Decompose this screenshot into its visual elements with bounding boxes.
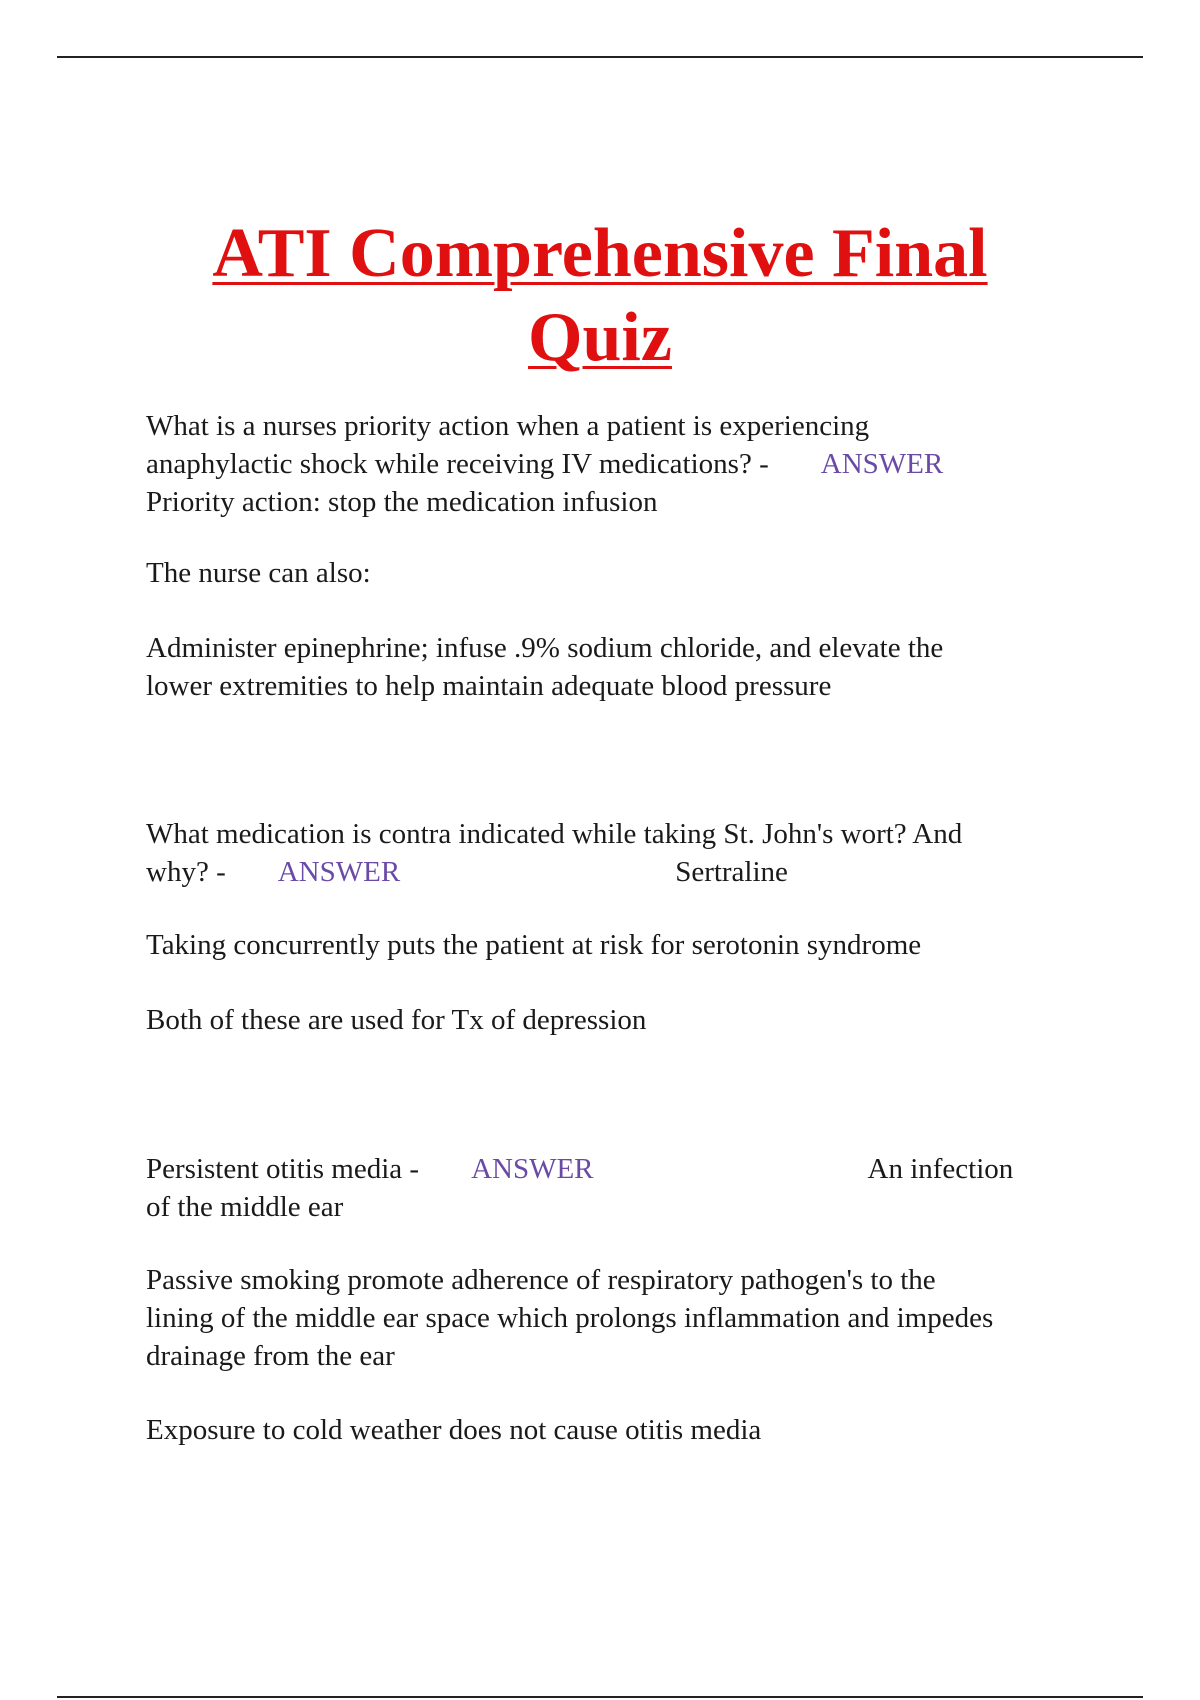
question-1-line-2: anaphylactic shock while receiving IV medications? - ANSWER	[146, 448, 944, 480]
title-line-1: ATI Comprehensive Final	[212, 215, 988, 292]
question-2	[146, 815, 1106, 891]
note-1-2: Administer epinephrine; infuse .9% sodium chloride, and elevate the lower extremities to help maintain adequate blood pressure	[146, 632, 944, 702]
question-3	[146, 1150, 1106, 1226]
answer-1: Priority action: stop the medication infusion	[146, 486, 658, 518]
bottom-rule	[57, 1696, 1143, 1698]
answer-label: ANSWER	[471, 1153, 594, 1185]
question-3-line-1: Persistent otitis media - ANSWER An infection	[146, 1153, 1014, 1185]
answer-2: Sertraline	[675, 856, 788, 888]
answer-label: ANSWER	[277, 856, 401, 888]
answer-label: ANSWER	[820, 448, 944, 480]
question-1	[146, 407, 1106, 521]
document-title	[100, 212, 1100, 380]
answer-3-line-1: An infection	[867, 1153, 1014, 1185]
note-3-1: Passive smoking promote adherence of respiratory pathogen's to the lining of the middle ear space which prolongs inflammation and impedes drainage from the ear	[146, 1264, 994, 1372]
question-2-line-2: why? - ANSWER Sertraline	[146, 856, 788, 888]
question-1-line-1: What is a nurses priority action when a patient is experiencing	[146, 410, 870, 442]
question-2-line-1: What medication is contra indicated while taking St. John's wort? And	[146, 818, 963, 850]
note-3-2: Exposure to cold weather does not cause otitis media	[146, 1414, 762, 1446]
note-2-1: Taking concurrently puts the patient at risk for serotonin syndrome	[146, 929, 922, 961]
top-rule	[57, 56, 1143, 58]
answer-3-line-2: of the middle ear	[146, 1191, 344, 1223]
note-2-2: Both of these are used for Tx of depression	[146, 1004, 647, 1036]
title-line-2: Quiz	[528, 299, 672, 376]
note-1-1: The nurse can also:	[146, 557, 371, 589]
